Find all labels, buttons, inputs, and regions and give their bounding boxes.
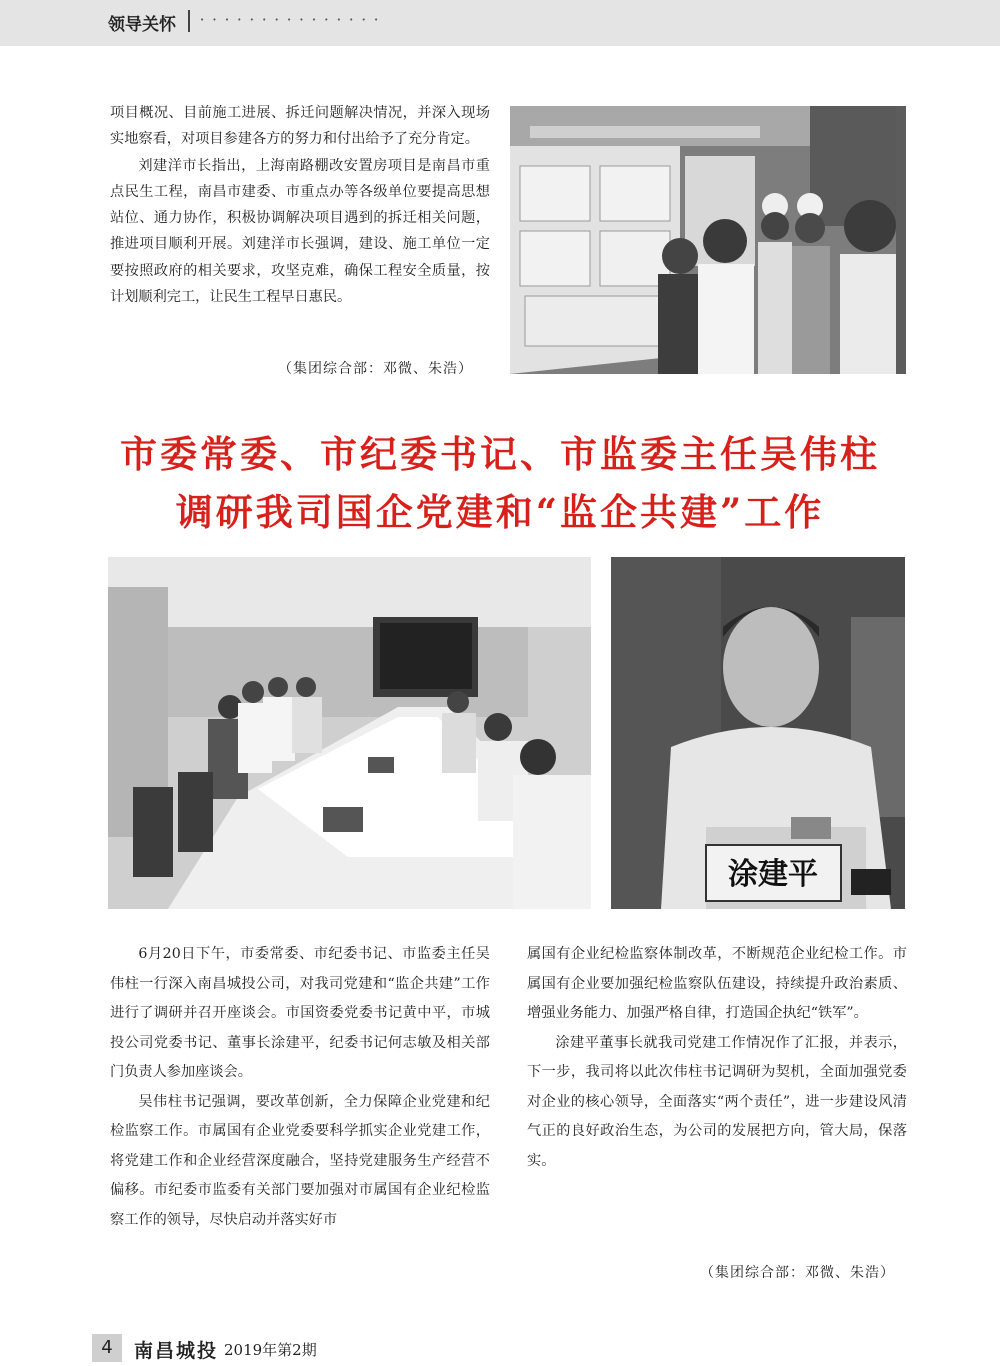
meeting-photo xyxy=(108,557,591,909)
nameplate-text: 涂建平 xyxy=(728,857,818,892)
page-header xyxy=(0,0,1000,46)
top-article-text xyxy=(110,100,490,310)
site-inspection-photo xyxy=(510,106,906,374)
headline-line-2: 调研我司国企党建和“监企共建”工作 xyxy=(175,490,825,534)
top-paragraph-1: 项目概况、目前施工进展、拆迁问题解决情况，并深入现场实地察看，对项目参建各方的努力和付出给予了充分肯定。 xyxy=(110,105,490,148)
main-article-col-2 xyxy=(527,940,907,1176)
top-article-credit: （集团综合部：邓微、朱浩） xyxy=(278,361,473,377)
section-label: 领导关怀 xyxy=(108,15,176,35)
main-paragraph-3: 属国有企业纪检监察体制改革，不断规范企业纪检工作。市属国有企业要加强纪检监察队伍建设，持续提升政治素质、增强业务能力、加强严格自律，打造国企执纪“铁军”。 xyxy=(527,946,907,1021)
main-article-credit: （集团综合部：邓微、朱浩） xyxy=(700,1265,895,1281)
header-divider xyxy=(188,10,190,32)
header-decor: • • • • • • • • • • • • • • • xyxy=(200,16,381,24)
main-article-col-1 xyxy=(110,940,490,1235)
top-paragraph-2: 刘建洋市长指出，上海南路棚改安置房项目是南昌市重点民生工程，南昌市建委、市重点办等各级单位要提高思想站位、通力协作，积极协调解决项目遇到的拆迁相关问题，推进项目顺利开展。刘建洋市长强调，建设、施工单位一定要按照政府的相关要求，攻坚克难，确保工程安全质量，按计划顺利完工，让民生工程早日惠民。 xyxy=(110,157,490,306)
main-paragraph-4: 涂建平董事长就我司党建工作情况作了汇报，并表示，下一步，我司将以此次伟柱书记调研为契机，全面加强党委对企业的核心领导，全面落实“两个责任”，进一步建设风清气正的良好政治生态，为公司的发展把方向，管大局，保落实。 xyxy=(527,1034,907,1169)
magazine-name: 南昌城投 xyxy=(134,1340,219,1362)
main-paragraph-2: 吴伟柱书记强调，要改革创新，全力保障企业党建和纪检监察工作。市属国有企业党委要科学抓实企业党建工作，将党建工作和企业经营深度融合，坚持党建服务生产经营不偏移。市纪委市监委有关部门要加强对市属国有企业纪检监察工作的领导，尽快启动并落实好市 xyxy=(110,1093,490,1228)
issue-label: 2019年第2期 xyxy=(224,1341,317,1359)
speaker-photo xyxy=(611,557,905,909)
main-paragraph-1: 6月20日下午，市委常委、市纪委书记、市监委主任吴伟柱一行深入南昌城投公司，对我司党建和“监企共建”工作进行了调研并召开座谈会。市国资委党委书记黄中平，市城投公司党委书记、董事长涂建平，纪委书记何志敏及相关部门负责人参加座谈会。 xyxy=(110,946,490,1080)
headline-line-1: 市委常委、市纪委书记、市监委主任吴伟柱 xyxy=(120,432,880,476)
page-number: 4 xyxy=(92,1334,122,1362)
